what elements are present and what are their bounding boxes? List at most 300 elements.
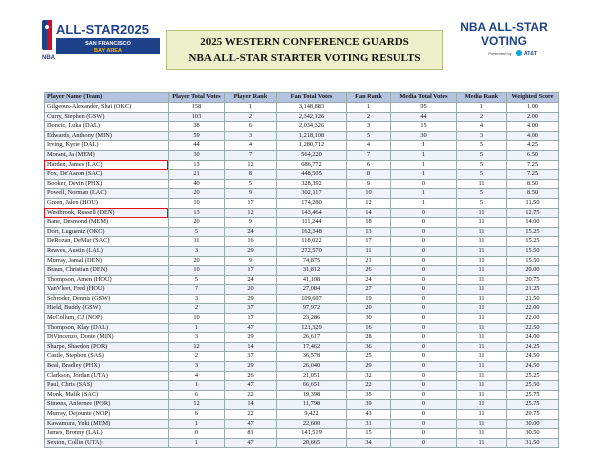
table-cell: 143,464 (277, 208, 347, 218)
table-cell: 97,972 (277, 304, 347, 314)
table-cell: 1 (169, 381, 225, 391)
table-cell: 20,665 (277, 438, 347, 448)
table-cell: 2,342,126 (277, 112, 347, 122)
table-cell: 11 (457, 333, 507, 343)
table-cell: 7 (347, 150, 391, 160)
table-cell: 22 (225, 410, 277, 420)
table-cell: 0 (391, 285, 457, 295)
table-cell: 11 (457, 381, 507, 391)
table-cell: 0 (391, 275, 457, 285)
table-row (45, 429, 559, 439)
table-cell: 26 (225, 371, 277, 381)
player-name-cell: Murray, Jamal (DEN) (45, 256, 169, 266)
table-row (45, 170, 559, 180)
column-header: Player Name (Team) (45, 93, 169, 103)
player-name-cell: Doncic, Luka (DAL) (45, 122, 169, 132)
table-cell: 7.25 (507, 170, 559, 180)
table-row (45, 275, 559, 285)
player-name-cell: McCollum, CJ (NOP) (45, 314, 169, 324)
table-cell: 5 (169, 275, 225, 285)
table-cell: 29 (225, 294, 277, 304)
table-cell: 15.25 (507, 227, 559, 237)
table-cell: 35 (347, 390, 391, 400)
table-cell: 0 (169, 429, 225, 439)
title-line-1: 2025 WESTERN CONFERENCE GUARDS (200, 36, 409, 48)
table-cell: 162,348 (277, 227, 347, 237)
player-name-cell: Reaves, Austin (LAL) (45, 246, 169, 256)
table-cell: 9 (225, 256, 277, 266)
table-cell: 0 (391, 400, 457, 410)
table-cell: 0 (391, 179, 457, 189)
player-name-cell: Curry, Stephen (GSW) (45, 112, 169, 122)
svg-text:VOTING: VOTING (480, 34, 528, 48)
table-cell: 0 (391, 381, 457, 391)
column-header: Player Total Votes (169, 93, 225, 103)
svg-text:Presented by: Presented by (488, 51, 512, 56)
table-cell: 4.00 (507, 122, 559, 132)
column-header: Player Rank (225, 93, 277, 103)
table-cell: 4 (347, 141, 391, 151)
table-cell: 11 (457, 419, 507, 429)
table-cell: 25.75 (507, 390, 559, 400)
table-cell: 1 (391, 150, 457, 160)
table-cell: 29 (225, 362, 277, 372)
table-cell: 24.50 (507, 362, 559, 372)
table-cell: 6 (347, 160, 391, 170)
table-cell: 59 (169, 131, 225, 141)
table-cell: 3 (169, 362, 225, 372)
table-cell: 11 (457, 179, 507, 189)
table-cell: 6 (169, 390, 225, 400)
table-cell: 11 (457, 352, 507, 362)
table-cell: 11 (457, 294, 507, 304)
table-cell: 11,798 (277, 400, 347, 410)
table-cell: 5 (457, 198, 507, 208)
table-row (45, 227, 559, 237)
table-cell: 272,570 (277, 246, 347, 256)
table-cell: 24.50 (507, 352, 559, 362)
nba-all-star-2025-logo (42, 18, 162, 66)
table-cell: 328,392 (277, 179, 347, 189)
table-cell: 29 (347, 362, 391, 372)
table-cell: 9 (347, 179, 391, 189)
player-name-cell: Harden, James (LAC) (45, 160, 169, 170)
table-row (45, 294, 559, 304)
table-cell: 36,578 (277, 352, 347, 362)
table-cell: 0 (391, 208, 457, 218)
table-cell: 1 (169, 438, 225, 448)
table-cell: 12 (347, 198, 391, 208)
table-cell: 174,280 (277, 198, 347, 208)
table-cell: 6 (225, 122, 277, 132)
table-row (45, 438, 559, 448)
table-cell: 4.00 (507, 131, 559, 141)
table-cell: 5 (457, 150, 507, 160)
table-cell: 95 (391, 103, 457, 113)
table-cell: 1 (391, 170, 457, 180)
table-cell: 40 (169, 179, 225, 189)
table-cell: 7 (225, 150, 277, 160)
table-cell: 20 (169, 189, 225, 199)
table-cell: 0 (391, 362, 457, 372)
table-cell: 12 (225, 208, 277, 218)
table-cell: 12 (169, 400, 225, 410)
table-row (45, 103, 559, 113)
table-cell: 11 (169, 237, 225, 247)
table-cell: 0 (391, 342, 457, 352)
table-cell: 47 (225, 438, 277, 448)
table-cell: 18 (347, 218, 391, 228)
table-row (45, 333, 559, 343)
table-cell: 10 (169, 198, 225, 208)
table-cell: 0 (391, 237, 457, 247)
table-cell: 3 (169, 246, 225, 256)
column-header: Media Rank (457, 93, 507, 103)
table-cell: 2 (169, 304, 225, 314)
table-cell: 3 (225, 131, 277, 141)
table-cell: 30.50 (507, 429, 559, 439)
table-cell: 4 (169, 371, 225, 381)
table-row (45, 189, 559, 199)
table-cell: 14 (225, 342, 277, 352)
table-cell: 11 (457, 275, 507, 285)
table-row (45, 237, 559, 247)
table-cell: 1 (391, 141, 457, 151)
table-cell: 3 (169, 333, 225, 343)
table-cell: 34 (347, 438, 391, 448)
table-cell: 22 (347, 381, 391, 391)
table-cell: 5 (225, 179, 277, 189)
table-cell: 1 (225, 103, 277, 113)
table-cell: 10 (169, 314, 225, 324)
page-title (166, 30, 443, 70)
table-cell: 24.25 (507, 342, 559, 352)
table-row (45, 246, 559, 256)
table-cell: 2 (169, 352, 225, 362)
table-cell: 3 (347, 122, 391, 132)
table-row (45, 381, 559, 391)
table-cell: 21.25 (507, 285, 559, 295)
table-body (45, 103, 559, 448)
table-cell: 25.75 (507, 400, 559, 410)
table-cell: 22 (225, 390, 277, 400)
player-name-cell: Thompson, Amen (HOU) (45, 275, 169, 285)
table-cell: 15.50 (507, 246, 559, 256)
table-row (45, 410, 559, 420)
table-cell: 0 (391, 246, 457, 256)
table-cell: 43 (347, 410, 391, 420)
table-cell: 25 (347, 352, 391, 362)
table-cell: 1 (347, 103, 391, 113)
table-cell: 0 (391, 323, 457, 333)
svg-text:2025: 2025 (120, 22, 149, 37)
player-name-cell: Irving, Kyrie (DAL) (45, 141, 169, 151)
table-cell: 9 (225, 218, 277, 228)
player-name-cell: Sharpe, Shaedon (POR) (45, 342, 169, 352)
table-cell: 12 (169, 342, 225, 352)
table-cell: 24.00 (507, 333, 559, 343)
table-cell: 11 (457, 371, 507, 381)
title-line-2: NBA ALL-STAR STARTER VOTING RESULTS (188, 52, 421, 64)
table-cell: 26 (347, 266, 391, 276)
table-cell: 9,422 (277, 410, 347, 420)
table-cell: 302,117 (277, 189, 347, 199)
table-cell: 0 (391, 266, 457, 276)
table-cell: 0 (391, 429, 457, 439)
svg-text:SAN FRANCISCO: SAN FRANCISCO (85, 41, 131, 47)
table-header-row (45, 93, 559, 103)
table-cell: 5 (457, 170, 507, 180)
table-row (45, 362, 559, 372)
table-cell: 1 (169, 323, 225, 333)
table-row (45, 122, 559, 132)
table-cell: 30 (169, 150, 225, 160)
table-cell: 26,617 (277, 333, 347, 343)
table-cell: 44 (391, 112, 457, 122)
table-cell: 66,651 (277, 381, 347, 391)
svg-text:NBA ALL-STAR: NBA ALL-STAR (460, 20, 548, 34)
table-cell: 0 (391, 218, 457, 228)
table-row (45, 419, 559, 429)
table-cell: 7.25 (507, 160, 559, 170)
table-cell: 5 (457, 160, 507, 170)
table-cell: 1 (391, 189, 457, 199)
table-cell: 30 (347, 314, 391, 324)
svg-text:AT&T: AT&T (524, 51, 537, 57)
table-cell: 17 (347, 237, 391, 247)
table-row (45, 179, 559, 189)
player-name-cell: James, Bronny (LAL) (45, 429, 169, 439)
table-cell: 25.50 (507, 381, 559, 391)
table-cell: 11 (457, 237, 507, 247)
table-row (45, 285, 559, 295)
table-cell: 2 (457, 112, 507, 122)
table-row (45, 371, 559, 381)
player-name-cell: Sexton, Collin (UTA) (45, 438, 169, 448)
table-cell: 17 (225, 266, 277, 276)
table-cell: 29 (225, 333, 277, 343)
svg-text:NBA: NBA (42, 55, 55, 61)
table-cell: 81 (225, 429, 277, 439)
table-cell: 0 (391, 314, 457, 324)
table-cell: 7 (169, 285, 225, 295)
table-row (45, 400, 559, 410)
table-cell: 17 (225, 314, 277, 324)
table-cell: 13 (169, 160, 225, 170)
table-cell: 37 (225, 352, 277, 362)
table-cell: 15.25 (507, 237, 559, 247)
table-cell: 41,108 (277, 275, 347, 285)
table-cell: 11 (457, 285, 507, 295)
table-cell: 12.75 (507, 208, 559, 218)
table-cell: 47 (225, 381, 277, 391)
table-cell: 16 (347, 323, 391, 333)
table-cell: 0 (391, 390, 457, 400)
table-cell: 17,462 (277, 342, 347, 352)
table-cell: 30 (391, 131, 457, 141)
player-name-cell: Thompson, Klay (DAL) (45, 323, 169, 333)
table-cell: 0 (391, 419, 457, 429)
table-cell: 8 (347, 170, 391, 180)
table-cell: 23,286 (277, 314, 347, 324)
player-name-cell: Paul, Chris (SAS) (45, 381, 169, 391)
table-cell: 31 (347, 419, 391, 429)
column-header: Media Total Votes (391, 93, 457, 103)
table-cell: 15 (391, 122, 457, 132)
table-cell: 47 (225, 419, 277, 429)
table-cell: 28 (347, 333, 391, 343)
table-cell: 11 (457, 256, 507, 266)
table-cell: 25.25 (507, 371, 559, 381)
table-row (45, 352, 559, 362)
table-cell: 19,398 (277, 390, 347, 400)
column-header: Fan Rank (347, 93, 391, 103)
table-row (45, 314, 559, 324)
table-cell: 9 (225, 189, 277, 199)
player-name-cell: Simons, Anfernee (POR) (45, 400, 169, 410)
table-cell: 3 (457, 131, 507, 141)
table-cell: 103 (169, 112, 225, 122)
table-cell: 158 (169, 103, 225, 113)
table-cell: 24 (347, 275, 391, 285)
column-header: Fan Total Votes (277, 93, 347, 103)
highlight-box (44, 160, 168, 171)
player-name-cell: Morant, Ja (MEM) (45, 150, 169, 160)
table-cell: 21 (347, 256, 391, 266)
table-cell: 20 (169, 256, 225, 266)
table-cell: 0 (391, 256, 457, 266)
table-cell: 5 (169, 227, 225, 237)
player-name-cell: DeRozan, DeMar (SAC) (45, 237, 169, 247)
table-cell: 27 (347, 285, 391, 295)
table-cell: 31.50 (507, 438, 559, 448)
table-cell: 686,772 (277, 160, 347, 170)
table-cell: 11 (457, 410, 507, 420)
table-cell: 141,519 (277, 429, 347, 439)
table-cell: 1 (457, 103, 507, 113)
table-cell: 26,040 (277, 362, 347, 372)
table-cell: 22.00 (507, 304, 559, 314)
player-name-cell: Monk, Malik (SAC) (45, 390, 169, 400)
table-row (45, 342, 559, 352)
table-cell: 10 (169, 266, 225, 276)
table-cell: 19 (347, 294, 391, 304)
table-cell: 27,084 (277, 285, 347, 295)
table-cell: 11 (457, 208, 507, 218)
table-cell: 11 (457, 227, 507, 237)
table-cell: 0 (391, 304, 457, 314)
table-cell: 11 (457, 218, 507, 228)
table-cell: 11 (457, 390, 507, 400)
table-cell: 5 (347, 131, 391, 141)
table-cell: 1 (169, 419, 225, 429)
voting-results-table (44, 92, 559, 448)
table-cell: 29.75 (507, 410, 559, 420)
table-cell: 20 (169, 218, 225, 228)
table-cell: 22.50 (507, 323, 559, 333)
table-cell: 11.50 (507, 198, 559, 208)
table-row (45, 304, 559, 314)
table-cell: 2.00 (507, 112, 559, 122)
table-cell: 1.00 (507, 103, 559, 113)
table-row (45, 218, 559, 228)
table-cell: 0 (391, 438, 457, 448)
table-cell: 24 (225, 275, 277, 285)
table-cell: 11 (457, 323, 507, 333)
table-cell: 6 (169, 410, 225, 420)
table-cell: 0 (391, 352, 457, 362)
table-cell: 4 (457, 122, 507, 132)
table-row (45, 131, 559, 141)
table-cell: 121,329 (277, 323, 347, 333)
table-cell: 0 (391, 294, 457, 304)
table-cell: 1,280,712 (277, 141, 347, 151)
table-cell: 22,600 (277, 419, 347, 429)
nba-all-star-voting-logo (450, 18, 558, 66)
table-cell: 20.75 (507, 275, 559, 285)
table-cell: 20.00 (507, 266, 559, 276)
player-name-cell: Castle, Stephon (SAS) (45, 352, 169, 362)
table-cell: 37 (225, 304, 277, 314)
player-name-cell: Green, Jalen (HOU) (45, 198, 169, 208)
player-name-cell: Kawamura, Yuki (MEM) (45, 419, 169, 429)
table-cell: 12 (225, 160, 277, 170)
svg-text:ALL-STAR: ALL-STAR (56, 22, 121, 37)
table-cell: 11 (457, 314, 507, 324)
column-header: Weighted Score (507, 93, 559, 103)
table-cell: 0 (391, 333, 457, 343)
table-cell: 39 (347, 400, 391, 410)
table-cell: 21,051 (277, 371, 347, 381)
table-cell: 111,244 (277, 218, 347, 228)
highlight-box (44, 208, 168, 219)
player-name-cell: Braun, Christian (DEN) (45, 266, 169, 276)
player-name-cell: Bane, Desmond (MEM) (45, 218, 169, 228)
table-cell: 1 (391, 198, 457, 208)
table-cell: 564,220 (277, 150, 347, 160)
table-cell: 11 (347, 246, 391, 256)
player-name-cell: Gilgeous-Alexander, Shai (OKC) (45, 103, 169, 113)
table-cell: 0 (391, 371, 457, 381)
table-cell: 11 (457, 266, 507, 276)
table-cell: 448,505 (277, 170, 347, 180)
table-row (45, 266, 559, 276)
table-cell: 5 (457, 141, 507, 151)
table-cell: 11 (457, 304, 507, 314)
table-cell: 109,607 (277, 294, 347, 304)
table-row (45, 390, 559, 400)
player-name-cell: DiVincenzo, Donte (MIN) (45, 333, 169, 343)
player-name-cell: Westbrook, Russell (DEN) (45, 208, 169, 218)
table-row (45, 323, 559, 333)
table-cell: 2 (225, 112, 277, 122)
table-row (45, 141, 559, 151)
player-name-cell: Schroder, Dennis (GSW) (45, 294, 169, 304)
table-cell: 8 (225, 170, 277, 180)
table-cell: 21.50 (507, 294, 559, 304)
table-cell: 15 (347, 429, 391, 439)
table-cell: 6.50 (507, 150, 559, 160)
table-cell: 8.50 (507, 189, 559, 199)
table-row (45, 112, 559, 122)
player-name-cell: Clarkson, Jordan (UTA) (45, 371, 169, 381)
table-cell: 3 (169, 294, 225, 304)
table-cell: 0 (391, 227, 457, 237)
table-cell: 5 (457, 189, 507, 199)
table-cell: 20 (225, 285, 277, 295)
table-cell: 22.00 (507, 314, 559, 324)
table-cell: 32 (347, 371, 391, 381)
